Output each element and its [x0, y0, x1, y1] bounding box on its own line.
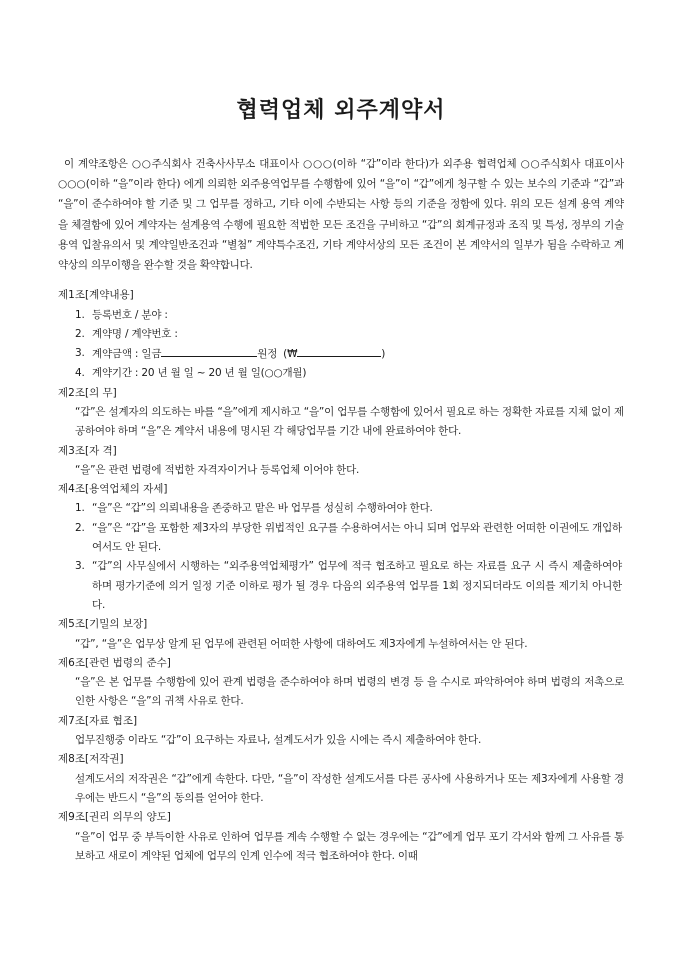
- item-number: 2.: [75, 327, 85, 340]
- item-text: 등록번호 / 분야 :: [92, 308, 168, 321]
- list-item: [58, 344, 624, 364]
- item-text: “을”은 “갑”을 포함한 제3자의 부당한 위법적인 요구를 수용하여서는 아니 되며 업무와 관련한 어떠한 이권에도 개입하여서도 안 된다.: [92, 521, 622, 554]
- article-2-heading: 제2조[의 무]: [58, 386, 117, 399]
- article-1-items: [58, 306, 624, 384]
- article-2-body: “갑”은 설계자의 의도하는 바를 “을”에게 제시하고 “을”이 업무를 수행함에 있어서 필요로 하는 정확한 자료를 지체 없이 제공하여야 하며 “을”은 계약서 내용에 명시된 각 해당업무를 기간 내에 완료하여야 한다.: [75, 406, 624, 438]
- won-blank: [297, 344, 381, 357]
- article-3-heading: 제3조[자 격]: [58, 444, 117, 457]
- amount-label: 계약금액 : 일금: [92, 348, 162, 361]
- list-item: [58, 325, 624, 344]
- list-item: [58, 557, 624, 615]
- list-item: [58, 306, 624, 325]
- item-number: 3.: [75, 560, 85, 573]
- document-title: 협력업체 외주계약서: [236, 98, 446, 123]
- article-6-heading: 제6조[관련 법령의 준수]: [58, 656, 171, 669]
- item-number: 1.: [75, 502, 85, 515]
- list-item: [58, 364, 624, 383]
- article-8-heading: 제8조[저작권]: [58, 753, 124, 766]
- article-7-heading: 제7조[자료 협조]: [58, 714, 138, 727]
- article-4-items: [58, 499, 624, 615]
- amount-unit: 원정: [257, 348, 278, 361]
- item-number: 3.: [75, 347, 85, 360]
- article-9-body: “을”이 업무 중 부득이한 사유로 인하여 업무를 계속 수행할 수 없는 경우에는 “갑”에게 업무 포기 각서와 함께 그 사유를 통보하고 새로이 계약된 업체에 업무의 인계 인수에 적극 협조하여야 한다. 이때: [75, 830, 624, 862]
- item-number: 4.: [75, 367, 85, 380]
- article-7-body: 업무진행중 이라도 “갑”이 요구하는 자료나, 설계도서가 있을 시에는 즉시 제출하여야 한다.: [75, 734, 482, 747]
- article-9-heading: 제9조[권리 의무의 양도]: [58, 811, 171, 824]
- item-number: 2.: [75, 521, 85, 534]
- article-8-body: 설계도서의 저작권은 “갑”에게 속한다. 다만, “을”이 작성한 설계도서를 다른 공사에 사용하거나 또는 제3자에게 사용할 경우에는 반드시 “을”의 동의를 얻어야 한다.: [75, 772, 624, 804]
- won-close: ): [381, 348, 386, 361]
- item-text: “갑”의 사무실에서 시행하는 “외주용역업체평가” 업무에 적극 협조하고 필요로 하는 자료를 요구 시 즉시 제출하여야 하며 평가기준에 의거 일정 기준 이하로 평가 될 경우 다음의 외주용역 업무를 1회 정지되더라도 이의를 제기치 아니한다.: [92, 560, 622, 611]
- item-text: “을”은 “갑”의 의뢰내용을 존중하고 맡은 바 업무를 성실히 수행하여야 한다.: [92, 502, 433, 515]
- list-item: [58, 519, 624, 558]
- list-item: [58, 499, 624, 518]
- item-text: 계약기간 : 20 년 월 일 ~ 20 년 월 일(○○개월): [92, 367, 307, 380]
- article-3-body: “을”은 관련 법령에 적법한 자격자이거나 등록업체 이어야 한다.: [75, 463, 360, 476]
- amount-blank: [161, 344, 257, 357]
- won-open: (₩: [283, 348, 298, 361]
- article-6-body: “을”은 본 업무를 수행함에 있어 관계 법령을 준수하여야 하며 법령의 변경 등 을 수시로 파악하여야 하며 법령의 저촉으로 인한 사항은 “을”의 귀책 사유로 한다.: [75, 676, 624, 708]
- article-1-heading: 제1조[계약내용]: [58, 289, 134, 302]
- item-number: 1.: [75, 308, 85, 321]
- intro-paragraph: 이 계약조항은 ○○주식회사 건축사사무소 대표이사 ○○○(이하 “갑”이라 한다)가 외주용 협력업체 ○○주식회사 대표이사 ○○○(이하 “을”이라 한다) 에게 의뢰한 외주용역업무를 수행함에 있어 “을”이 “갑”에게 청구할 수 있는 보수의 기준과 “갑”과 “을”이 준수하여야 할 기준 및 그 업무를 정하고, 기타 이에 수반되는 사항 등의 기준을 정함에 있다. 위의 모든 설계 용역 계약을 체결함에 있어 계약자는 설계용역 수행에 필요한 적법한 모든 조건을 구비하고 “갑”의 회계규정과 조직 및 특성, 정부의 기술용역 입찰유의서 및 계약일반조건과 “별첨” 계약특수조건, 기타 계약서상의 모든 조건이 본 계약서의 일부가 됨을 수락하고 계약상의 의무이행을 완수할 것을 확약합니다.: [58, 158, 624, 272]
- article-5-body: “갑”, “을”은 업무상 알게 된 업무에 관련된 어떠한 사항에 대하여도 제3자에게 누설하여서는 안 된다.: [75, 637, 528, 650]
- articles: [58, 286, 624, 866]
- item-text: 계약명 / 계약번호 :: [92, 327, 178, 340]
- article-4-heading: 제4조[용역업체의 자세]: [58, 483, 168, 496]
- article-5-heading: 제5조[기밀의 보장]: [58, 618, 148, 631]
